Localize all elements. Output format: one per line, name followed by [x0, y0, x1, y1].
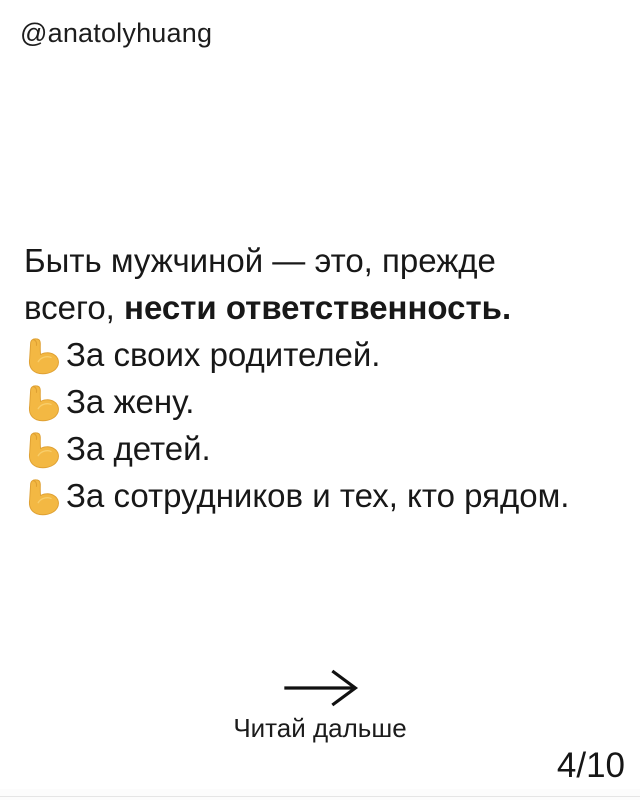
list-item	[24, 425, 616, 472]
intro-line-1	[24, 237, 616, 284]
list-item	[24, 331, 616, 378]
list-item-text: За жену.	[66, 383, 195, 420]
bottom-divider	[0, 796, 640, 797]
read-more-label: Читай дальше	[233, 713, 407, 743]
list-item	[24, 378, 616, 425]
account-handle: @anatolyhuang	[20, 18, 213, 48]
list-item-text: За сотрудников и тех, кто рядом.	[66, 477, 570, 514]
bottom-strip	[0, 789, 640, 800]
flexed-biceps-icon	[24, 431, 60, 469]
read-more-control[interactable]	[233, 668, 406, 744]
intro-line-2-bold: нести ответственность	[124, 289, 502, 326]
list-item	[24, 472, 616, 519]
flexed-biceps-icon	[24, 478, 60, 516]
flexed-biceps-icon	[24, 337, 60, 375]
list-item-text: За детей.	[66, 430, 211, 467]
flexed-biceps-icon	[24, 384, 60, 422]
intro-line-2-period: .	[501, 289, 512, 326]
right-arrow-icon	[281, 668, 359, 708]
intro-line-1-text: Быть мужчиной — это, прежде	[24, 242, 496, 279]
list-item-text: За своих родителей.	[66, 336, 381, 373]
page-indicator: 4/10	[556, 746, 625, 785]
intro-line-2-regular: всего,	[24, 289, 125, 326]
main-text-block	[24, 237, 616, 519]
intro-line-2	[24, 284, 616, 331]
